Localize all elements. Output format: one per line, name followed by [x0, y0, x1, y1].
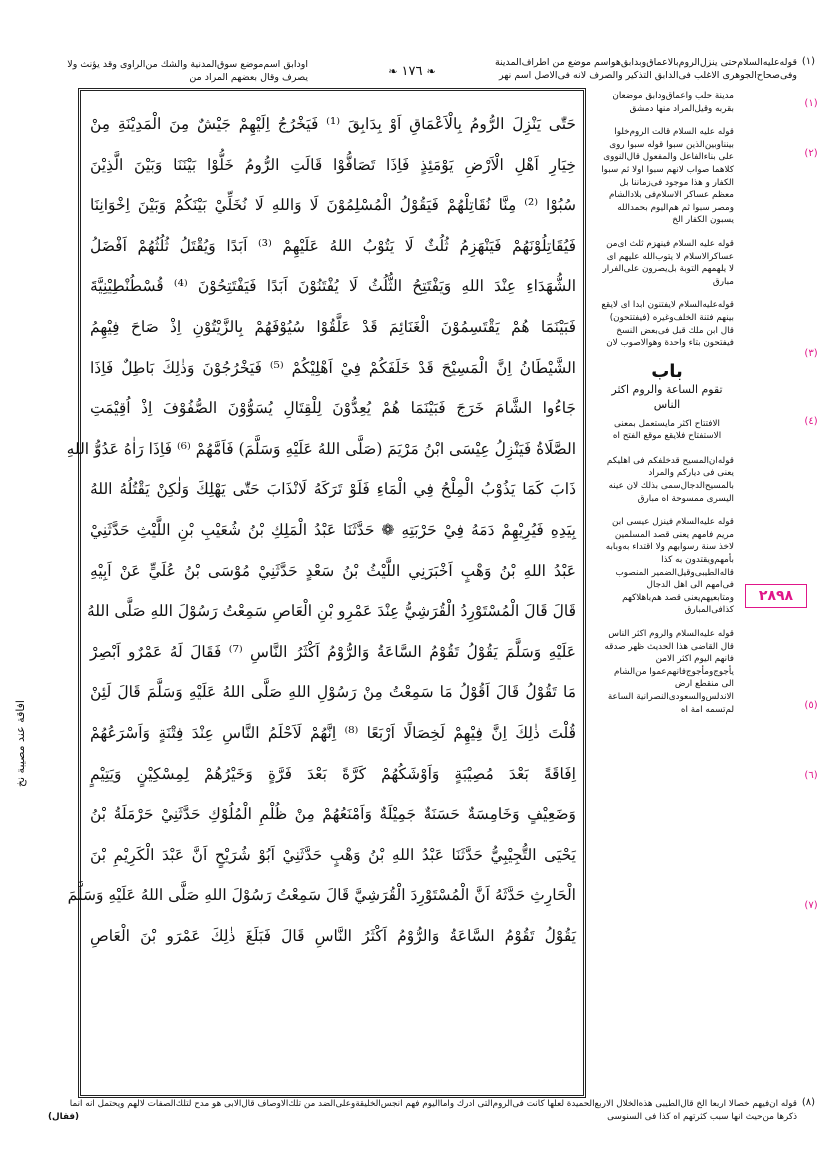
main-text-line: سُبُوْا ⁽²⁾ مِنَّا نُقَاتِلْهُمْ فَيَقُوْلُ الْمُسْلِمُوْنَ لَا وَاللهِ لَا نُخَلِّيْ بَيْنَكُمْ وَبَيْنَ اِخْوَانِنَا: [90, 196, 576, 215]
main-text-line: الْحَارِثِ حَدَّثَهُ اَنَّ الْمُسْتَوْرِدَ الْقُرَشِيَّ قَالَ سَمِعْتُ رَسُوْلَ اللهِ صَلَّى اللهُ عَلَيْهِ وَسَلَّمَ: [67, 886, 576, 905]
main-text-line: يَقُوْلُ تَقُوْمُ السَّاعَةُ وَالرُّوْمُ اَكْثَرُ النَّاسِ قَالَ فَبَلَغَ ذٰلِكَ عَمْرَو بْنَ الْعَاصِ: [90, 926, 576, 945]
margin-notes: [600, 90, 734, 727]
main-text-line: الشُّهَدَاءِ عِنْدَ اللهِ وَيَفْتَتِحُ الثُّلُثُ لَا يُفْتَنُوْنَ اَبَدًا فَيَفْتَتِحُوْنَ ⁽⁴⁾ قُسْطُنْطِيْنِيَّةَ: [90, 277, 577, 296]
note-number: (٧): [804, 900, 818, 911]
margin-note: قوله عليه‌السلام والروم اكثر الناس قال القاضى هذا الحديث ظهر صدقه فانهم اليوم اكثر الامن يأجوج‌ومأجوج‌فانهم‌عموا من‌الشام الى منقطع ارض الاندلس‌والسعودى‌النصرانية الساعة لم‌تسمه امة اه: [604, 629, 734, 715]
margin-note: قوله عليه‌السلام فينزل عيسى ابن مريم فامهم يعنى قصد المسلمين لاخذ سنة رسوابهم ولا اقتداء به‌وبابه بأمهم‌ويقتدون به كذا قاله‌الطيبى‌وقيل‌الضمير المنصوب فى‌امهم الى اهل الدجال ومتابعيهم‌يعنى قصد هم‌باهلاکهم كذافى‌المبارق: [605, 517, 734, 616]
main-text-line: عَبْدُ اللهِ بْنُ وَهْبٍ اَخْبَرَنِي اللَّيْثُ بْنُ سَعْدٍ حَدَّثَنِيْ مُوْسَى بْنُ عُلَيٍّ عَنْ اَبِيْهِ: [90, 561, 576, 580]
margin-note: قوله‌عليه‌السلام لايفتنون ابدا اى لايقع بينهم فتنة الخلف‌وغيره (فيفتتحون) قال ابن ملك قبل فى‌بعض النسخ فيفتحون بتاء واحدة وهوالاصوب لان: [601, 300, 734, 349]
note-number: (٥): [804, 700, 818, 711]
chapter-title: باب: [651, 360, 683, 382]
margin-note: مدينة حلب واعماق‌ودابق موضعان بقربه وقيل‌المراد منها دمشق: [612, 91, 734, 114]
main-text-line: فَبَيْنَمَا هُمْ يَقْتَسِمُوْنَ الْغَنَائِمَ قَدْ عَلَّقُوْا سُيُوْفَهُمْ بِالزَّيْتُوْنِ اِذْ صَاحَ فِيْهِمُ: [90, 317, 576, 336]
chapter-subtitle: تقوم الساعة والروم اكثر الناس: [611, 382, 723, 411]
page-number: ❧ ١٧٦ ❧: [362, 64, 462, 79]
footer-note: [48, 1098, 797, 1123]
margin-note: قوله‌ان‌المسيح قدخلفكم فى اهليكم يعنى فى ديارکم والمراد بالمسيح‌الدجال‌سمى بذلك لان عينه اليسرى ممسوحة اه مبارق: [606, 455, 734, 504]
note-number: (٤): [804, 416, 818, 427]
main-text-line: الشَّيْطَانُ اِنَّ الْمَسِيْحَ قَدْ خَلَفَكُمْ فِيْ اَهْلِيْكُمْ ⁽⁵⁾ فَيَخْرُجُوْنَ وَذٰلِكَ بَاطِلٌ فَاِذَا: [90, 358, 576, 377]
header-note-number: (١): [801, 56, 815, 67]
main-text-line: جَاءُوا الشَّامَ خَرَجَ فَبَيْنَمَا هُمْ يُعِدُّوْنَ لِلْقِتَالِ يُسَوُّوْنَ الصُّفُوْفَ اِذْ اُقِيْمَتِ: [90, 399, 576, 418]
main-text-line: وَضَعِيْفٍ وَخَامِسَةٌ حَسَنَةٌ جَمِيْلَةٌ وَاَمْنَعُهُمْ مِنْ ظُلْمِ الْمُلُوْكِ حَدَّثَنِيْ حَرْمَلَةُ بْنُ: [90, 805, 576, 824]
main-text-line: الصَّلَاةُ فَيَنْزِلُ عِيْسَى ابْنُ مَرْيَمَ (صَلَّى اللهُ عَلَيْهِ وَسَلَّمَ) فَاَمَّهُمْ ⁽⁶⁾ فَاِذَا رَاٰهُ عَدُوُّ اللهِ: [66, 439, 576, 458]
main-text-line: خِيَارِ اَهْلِ الْاَرْضِ يَوْمَئِذٍ فَاِذَا تَصَافُّوْا قَالَتِ الرُّومُ خَلُّوْا بَيْنَنَا وَبَيْنَ الَّذِيْنَ: [90, 155, 576, 174]
hadith-number-badge: ٢٨٩٨: [745, 584, 807, 608]
chapter-note: الافتتاح اكثر مايستعمل بمعنى الاستفتاح فلايقع موقع الفتح اه: [612, 418, 722, 442]
main-text-line: يَحْيَى التُّجِيْبِيُّ حَدَّثَنَا عَبْدُ اللهِ بْنُ وَهْبٍ حَدَّثَنِيْ اَبُوْ شُرَيْحٍ اَنَّ عَبْدَ الْكَرِيْمِ بْنَ: [90, 845, 576, 864]
margin-note: قوله عليه السلام فينهزم ثلث اى‌من عساكر‌الاسلام لا يتوب‌الله عليهم اى لا يلهمهم التوبة بل‌يصرون على‌الفرار مبارق: [602, 238, 734, 287]
main-text-line: حَتّٰى يَنْزِلَ الرُّومُ بِالْاَعْمَاقِ اَوْ بِدَابِقَ ⁽¹⁾ فَيَخْرُجُ اِلَيْهِمْ جَيْشٌ مِنَ الْمَدِيْنَةِ مِنْ: [90, 115, 576, 133]
footer-note-text: قوله ان‌فيهم خصالا اربعا الخ قال‌الطيبى هذه‌الخلال الاربع‌الحميدة لعلها كانت فى‌الروم‌التى ادرك وامااليوم فهم انجس‌الخليقة‌وعلى‌الضد من تلك‌الاوصاف قال‌الابى هو مدح لتلك‌الصفات لالهم ويحتمل انه انما ذكرها من‌حيث انها سبب كثرتهم اه كذا فى السنوسى: [69, 1099, 797, 1122]
main-text-line: قَالَ قَالَ الْمُسْتَوْرِدُ الْقُرَشِيُّ عِنْدَ عَمْرِو بْنِ الْعَاصِ سَمِعْتُ رَسُوْلَ اللهِ صَلَّى اللهُ: [86, 602, 576, 621]
chapter-heading: [600, 361, 734, 443]
note-number: (٣): [804, 348, 818, 359]
note-number: (١): [804, 98, 818, 109]
side-margin-note: افاقة عند مصيبة نخ: [14, 700, 27, 788]
main-text-line: بِيَدِهِ فَيُرِيْهِمْ دَمَهُ فِيْ حَرْبَتِهِ ❁ حَدَّثَنَا عَبْدُ الْمَلِكِ بْنُ شُعَيْبِ بْنِ اللَّيْثِ حَدَّثَنِيْ: [90, 520, 576, 539]
main-text-line: قُلْتَ ذٰلِكَ اِنَّ فِيْهِمْ لَخِصَالًا اَرْبَعًا ⁽⁸⁾ اِنَّهُمْ لَاَحْلَمُ النَّاسِ عِنْدَ فِتْنَةٍ وَاَسْرَعُهُمْ: [90, 723, 576, 742]
main-text-line: ذَابَ كَمَا يَذُوْبُ الْمِلْحُ فِي الْمَاءِ فَلَوْ تَرَكَهُ لَانْذَابَ حَتّٰى يَهْلِكَ وَلٰكِنْ يَقْتُلُهُ اللهُ: [90, 480, 576, 499]
main-text: [66, 104, 577, 956]
main-text-line: اِفَاقَةً بَعْدَ مُصِيْبَةٍ وَاَوْشَكُهُمْ كَرَّةً بَعْدَ فَرَّةٍ وَخَيْرُهُمْ لِمِسْكِيْنٍ وَيَتِيْمٍ: [90, 764, 576, 783]
header-note-left: اودابق اسم‌موضع سوق‌المدنية والشك من‌الراوى وقد يؤنث ولا يصرف وقال بعضهم المراد من: [67, 59, 308, 83]
note-number: (٦): [804, 770, 818, 781]
note-number: (٢): [804, 148, 818, 159]
footer-note-number: (٨): [801, 1097, 815, 1108]
catchword: (فقال): [48, 1111, 80, 1122]
main-text-line: مَا تَقُوْلُ قَالَ اَقُوْلُ مَا سَمِعْتُ مِنْ رَسُوْلِ اللهِ صَلَّى اللهُ عَلَيْهِ وَسَلَّمَ قَالَ لَئِنْ: [90, 683, 576, 702]
main-text-line: فَيُقَاتِلُوْنَهُمْ فَيَنْهَزِمُ ثُلُثٌ لَا يَتُوْبُ اللهُ عَلَيْهِمْ ⁽³⁾ اَبَدًا وَيُقْتَلُ ثُلُثُهُمْ اَفْضَلُ: [90, 236, 576, 255]
header-note-right: قوله‌عليه‌السلام‌حتى ينزل‌الروم‌بالاعماق‌وبدابق‌هواسم موضع من اطراف‌المدينة وفى‌صحاح‌الجوهرى الاغلب فى‌الدابق التذكير والصرف لانه فى‌الاصل اسم نهر: [494, 57, 797, 81]
main-text-line: عَلَيْهِ وَسَلَّمَ يَقُوْلُ تَقُوْمُ السَّاعَةُ وَالرُّوْمُ اَكْثَرُ النَّاسِ ⁽⁷⁾ فَقَالَ لَهُ عَمْرٌو اَبْصِرْ: [90, 642, 576, 661]
margin-note: قوله عليه السلام قالت الروم‌خلوا بينناوبين‌الذين سبوا قوله سبوا روى على بناء‌الفاعل والمفعول قال‌النووى كلاهما صواب لانهم سبوا اولا ثم سبوا الكفار و هذا موجود فى‌زماننا بل معظم عساكر الاسلام‌فى بلادالشام ومصر سبوا ثم هم‌اليوم بحمدالله يسبون الكفار الخ: [601, 127, 734, 226]
